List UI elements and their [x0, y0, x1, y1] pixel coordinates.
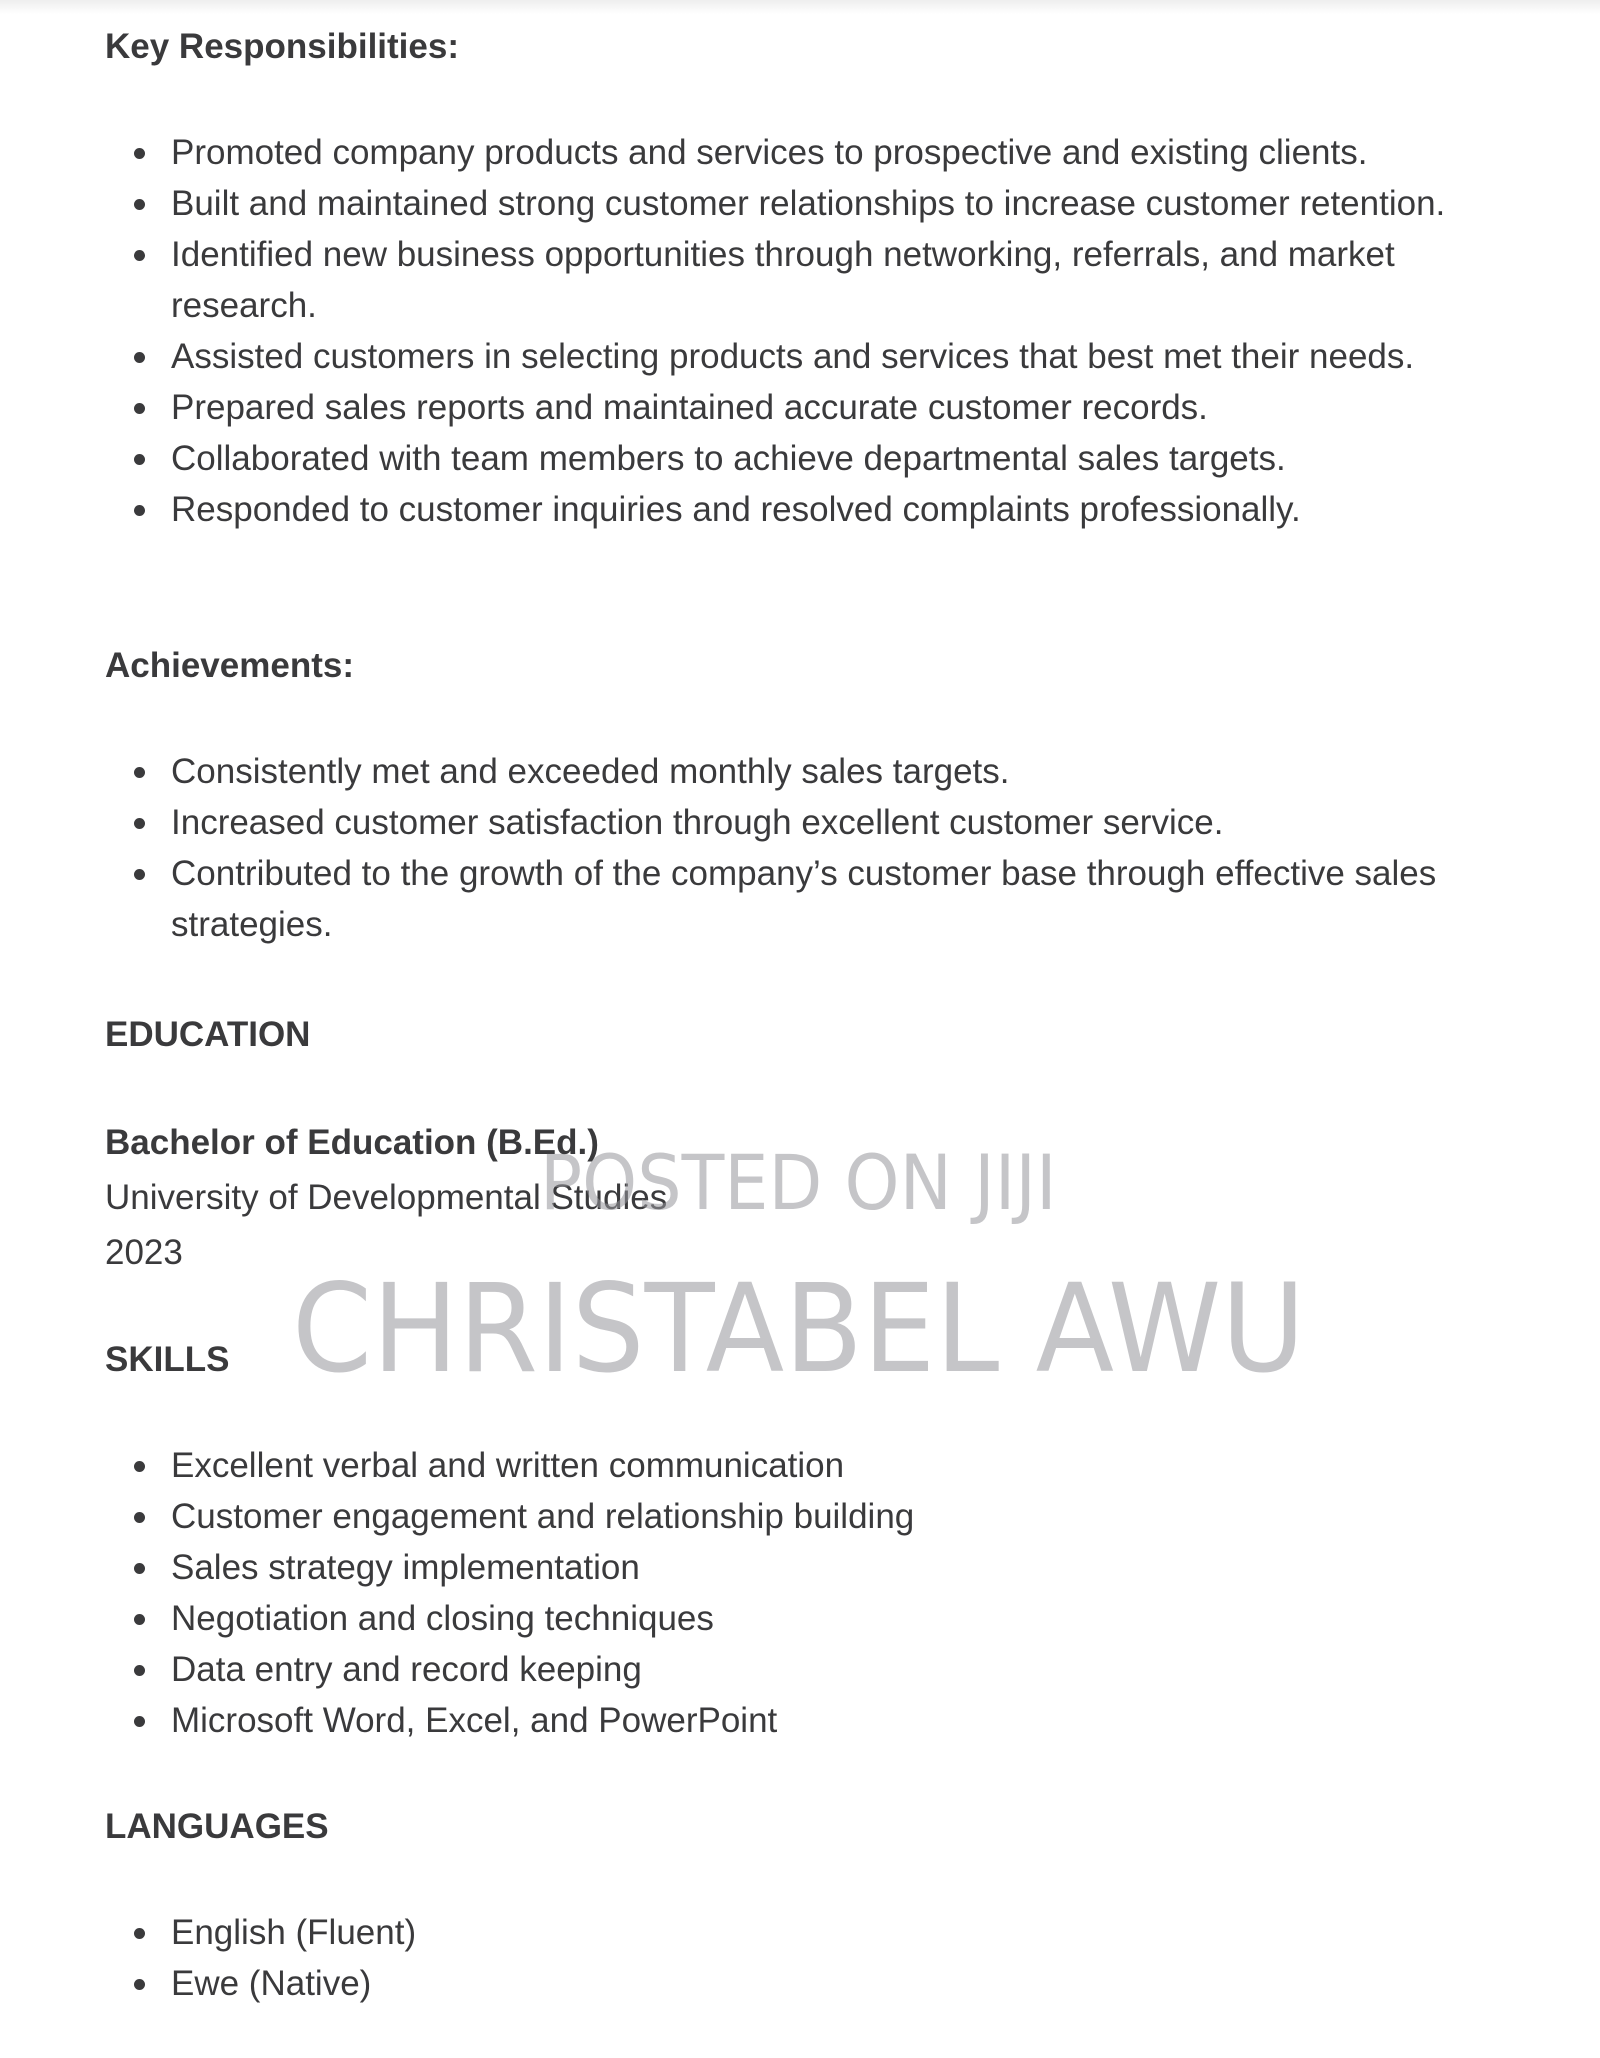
list-item: Negotiation and closing techniques [105, 1593, 1525, 1644]
skills-heading: SKILLS [105, 1340, 230, 1379]
list-item: Customer engagement and relationship building [105, 1491, 1525, 1542]
list-item: Ewe (Native) [105, 1958, 1525, 2009]
watermark-name: CHRISTABEL AWU [292, 1258, 1306, 1400]
list-item: Collaborated with team members to achieve departmental sales targets. [105, 433, 1525, 484]
list-item: Assisted customers in selecting products and services that best met their needs. [105, 331, 1525, 382]
education-heading: EDUCATION [105, 1015, 311, 1054]
list-item: Contributed to the growth of the company’s customer base through effective sales strategies. [105, 848, 1525, 950]
list-item: Increased customer satisfaction through excellent customer service. [105, 797, 1525, 848]
responsibilities-list [105, 127, 1525, 535]
list-item: Built and maintained strong customer relationships to increase customer retention. [105, 178, 1525, 229]
degree-title: Bachelor of Education (B.Ed.) [105, 1123, 599, 1162]
list-item: Identified new business opportunities through networking, referrals, and market research. [105, 229, 1525, 331]
list-item: Promoted company products and services to prospective and existing clients. [105, 127, 1525, 178]
graduation-year: 2023 [105, 1233, 183, 1272]
top-edge-shadow [0, 0, 1600, 14]
watermark-posted-on: POSTED ON JIJI [540, 1138, 1057, 1227]
list-item: English (Fluent) [105, 1907, 1525, 1958]
list-item: Microsoft Word, Excel, and PowerPoint [105, 1695, 1525, 1746]
list-item: Responded to customer inquiries and resolved complaints professionally. [105, 484, 1525, 535]
institution-name: University of Developmental Studies [105, 1178, 668, 1217]
skills-list [105, 1440, 1525, 1746]
list-item: Data entry and record keeping [105, 1644, 1525, 1695]
list-item: Prepared sales reports and maintained accurate customer records. [105, 382, 1525, 433]
achievements-heading: Achievements: [105, 646, 354, 685]
achievements-list [105, 746, 1525, 950]
languages-list [105, 1907, 1525, 2009]
languages-heading: LANGUAGES [105, 1807, 329, 1846]
list-item: Excellent verbal and written communication [105, 1440, 1525, 1491]
key-responsibilities-heading: Key Responsibilities: [105, 27, 459, 66]
list-item: Consistently met and exceeded monthly sales targets. [105, 746, 1525, 797]
list-item: Sales strategy implementation [105, 1542, 1525, 1593]
